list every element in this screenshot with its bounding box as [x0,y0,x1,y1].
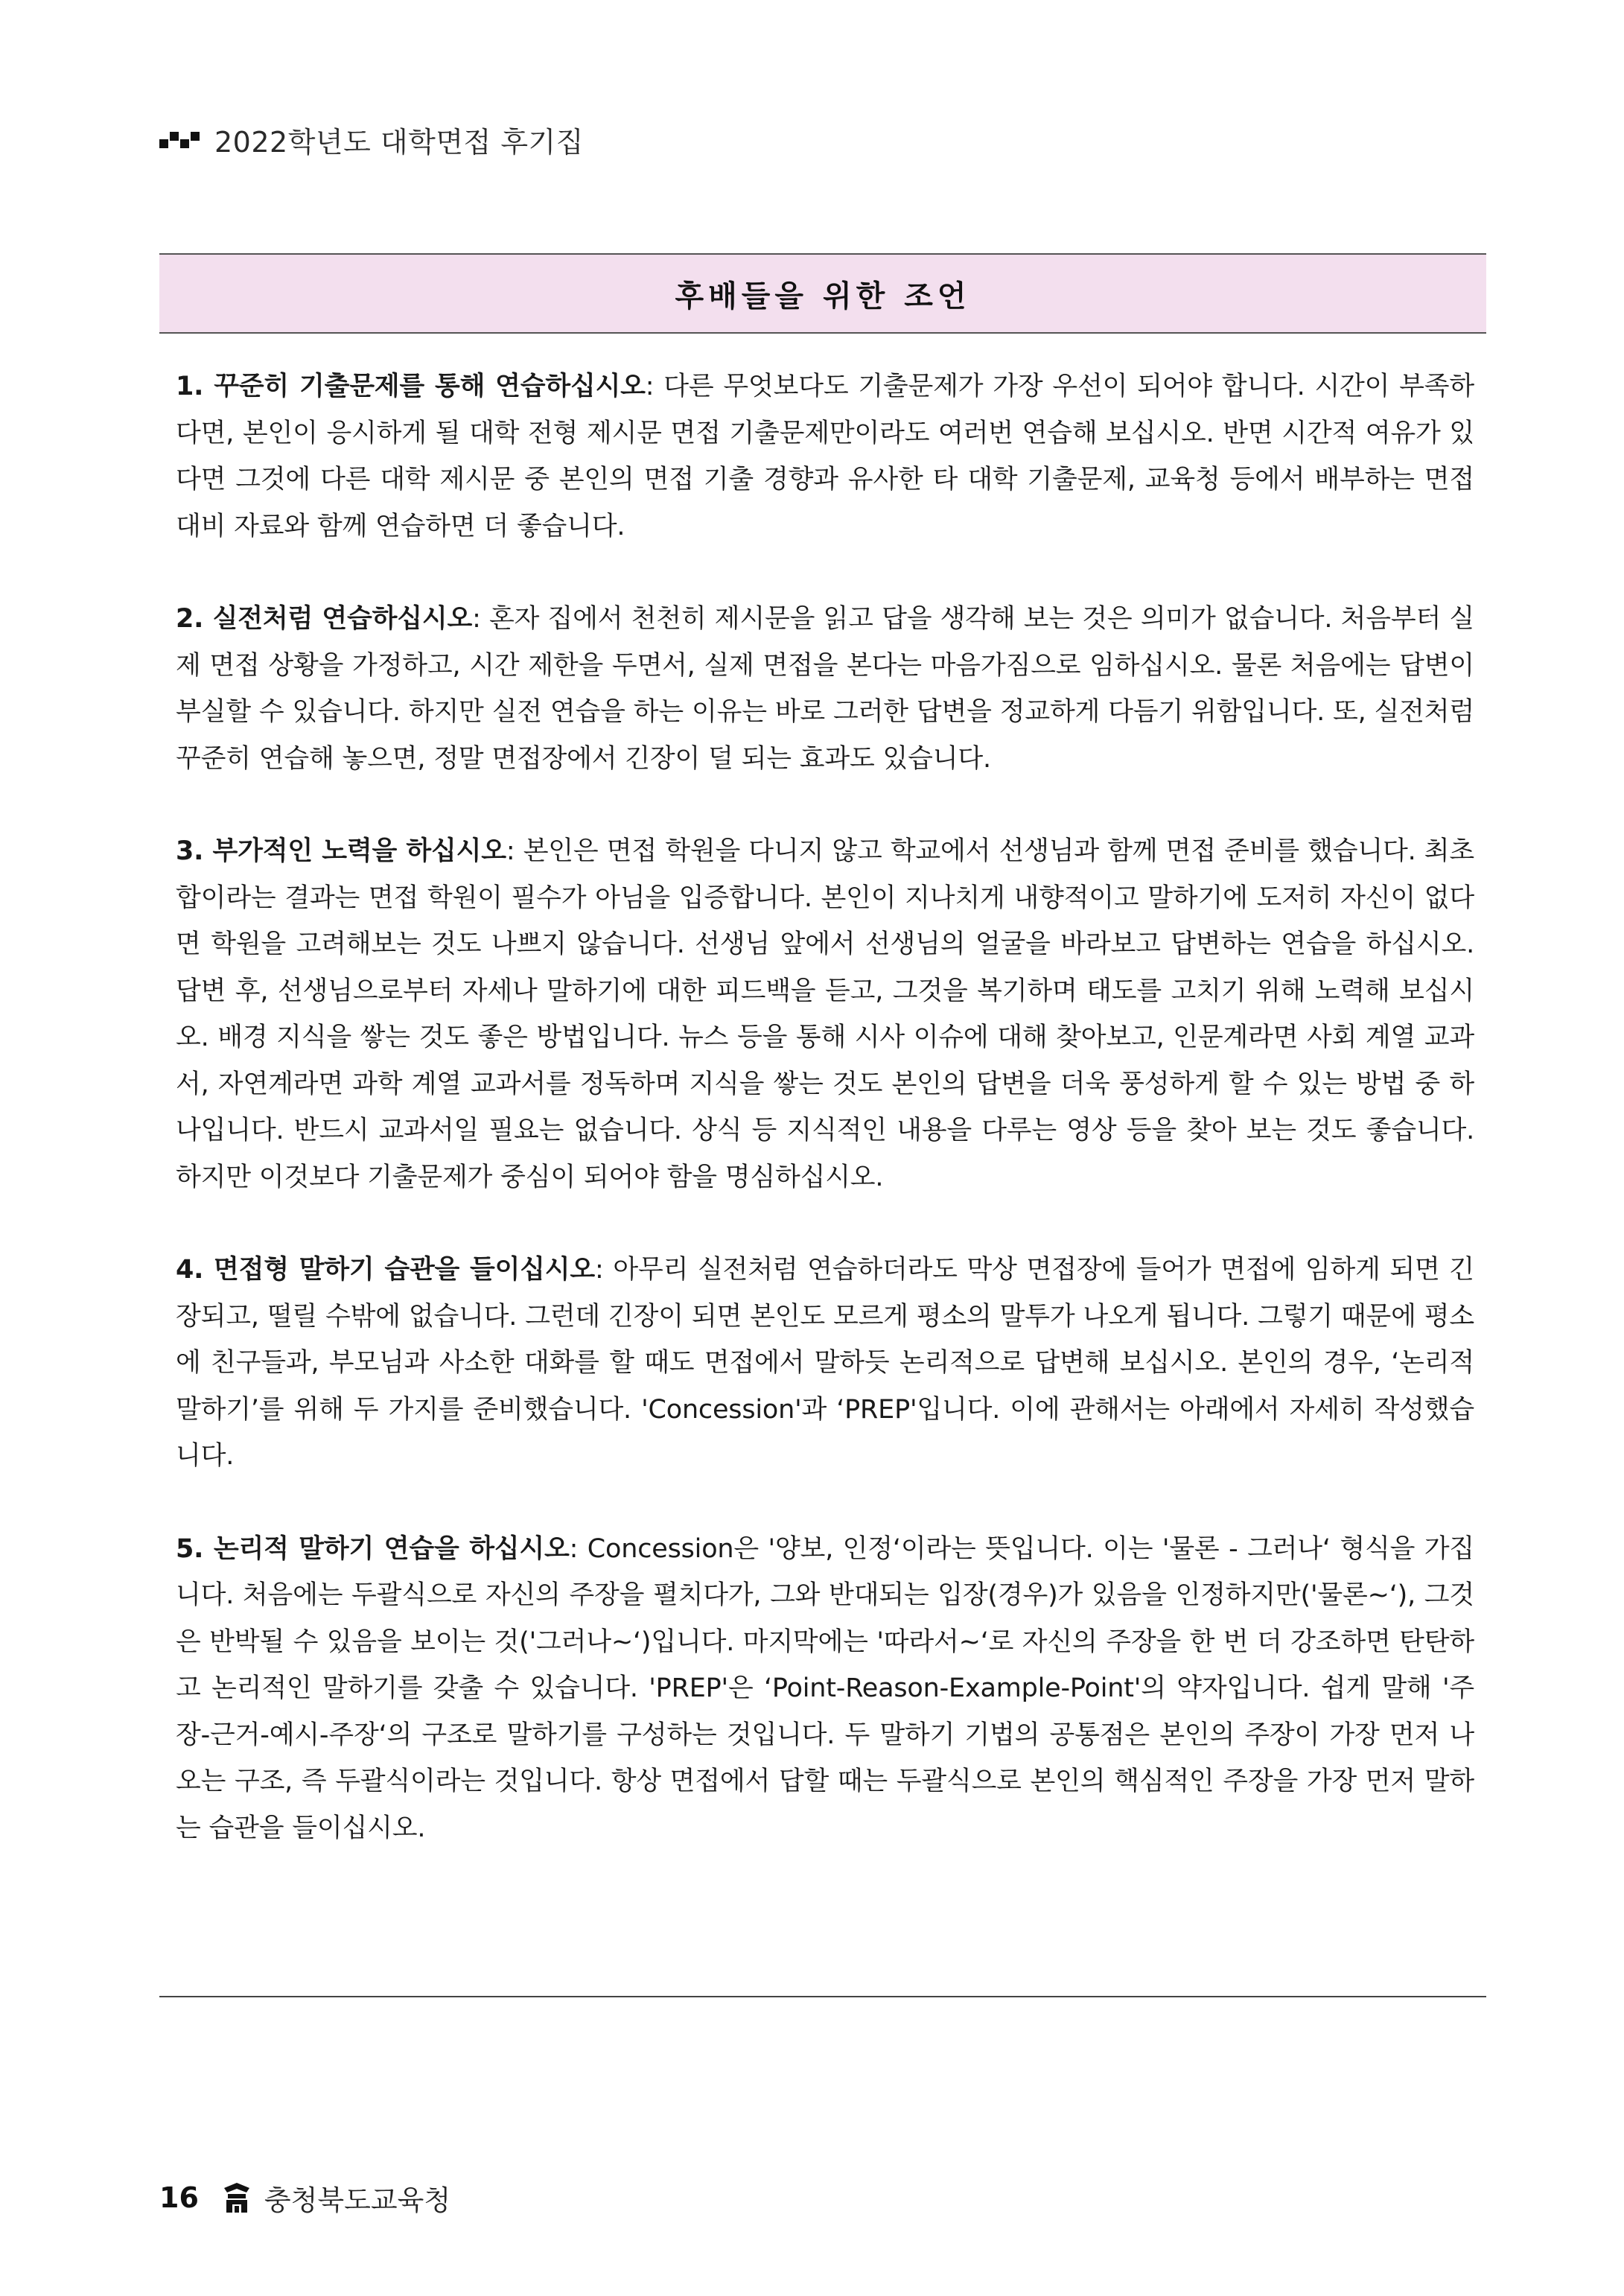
education-office-logo-icon [220,2181,254,2215]
page-footer [159,2178,450,2218]
advice-heading: 2. 실전처럼 연습하십시오 [176,604,473,634]
advice-section-3 [176,828,1474,1201]
advice-content [176,363,1474,1898]
advice-section-2 [176,596,1474,782]
organization-name: 충청북도교육청 [264,2184,451,2216]
advice-body: : 본인은 면접 학원을 다니지 않고 학교에서 선생님과 함께 면접 준비를 했습니다. 최초합이라는 결과는 면접 학원이 필수가 아님을 입증합니다. 본인이 지나치게 내향적이고 말하기에 도저히 자신이 없다면 학원을 고려해보는 것도 나쁘지 않습니다. 선생님 앞에서 선생님의 얼굴을 바라보고 답변하는 연습을 하십시오. 답변 후, 선생님으로부터 자세나 말하기에 대한 피드백을 듣고, 그것을 복기하며 태도를 고치기 위해 노력해 보십시오. 배경 지식을 쌓는 것도 좋은 방법입니다. 뉴스 등을 통해 시사 이슈에 대해 찾아보고, 인문계라면 사회 계열 교과서, 자연계라면 과학 계열 교과서를 정독하며 지식을 쌓는 것도 본인의 답변을 더욱 풍성하게 할 수 있는 방법 중 하나입니다. 반드시 교과서일 필요는 없습니다. 상식 등 지식적인 내용을 다루는 영상 등을 찾아 보는 것도 좋습니다. 하지만 이것보다 기출문제가 중심이 되어야 함을 명심하십시오. [176,836,1474,1192]
advice-section-5 [176,1526,1474,1852]
bottom-divider [159,1996,1486,1997]
advice-body: : Concession은 '양보, 인정‘이라는 뜻입니다. 이는 '물론 - 그러나‘ 형식을 가집니다. 처음에는 두괄식으로 자신의 주장을 펼치다가, 그와 반대되는 입장(경우)가 있음을 인정하지만('물론~‘), 그것은 반박될 수 있음을 보이는 것('그러나~‘)입니다. 마지막에는 '따라서~‘로 자신의 주장을 한 번 더 강조하면 탄탄하고 논리적인 말하기를 갖출 수 있습니다. 'PREP'은 ‘Point-Reason-Example-Point'의 약자입니다. 쉽게 말해 '주장-근거-예시-주장‘의 구조로 말하기를 구성하는 것입니다. 두 말하기 기법의 공통점은 본인의 주장이 가장 먼저 나오는 구조, 즉 두괄식이라는 것입니다. 항상 면접에서 답할 때는 두괄식으로 본인의 핵심적인 주장을 가장 먼저 말하는 습관을 들이십시오. [176,1533,1474,1843]
section-banner [159,253,1486,334]
advice-heading: 1. 꾸준히 기출문제를 통해 연습하십시오 [176,372,646,401]
page-number: 16 [159,2181,199,2214]
advice-section-1 [176,363,1474,550]
advice-body: : 혼자 집에서 천천히 제시문을 읽고 답을 생각해 보는 것은 의미가 없습니다. 처음부터 실제 면접 상황을 가정하고, 시간 제한을 두면서, 실제 면접을 본다는 마음가짐으로 임하십시오. 물론 처음에는 답변이 부실할 수 있습니다. 하지만 실전 연습을 하는 이유는 바로 그러한 답변을 정교하게 다듬기 위함입니다. 또, 실전처럼 꾸준히 연습해 놓으면, 정말 면접장에서 긴장이 덜 되는 효과도 있습니다. [176,604,1474,774]
advice-heading: 4. 면접형 말하기 습관을 들이십시오 [176,1255,596,1285]
running-header [159,119,584,160]
document-title: 2022학년도 대학면접 후기집 [214,126,584,159]
advice-section-4 [176,1247,1474,1480]
advice-heading: 5. 논리적 말하기 연습을 하십시오 [176,1533,570,1564]
banner-title: 후배들을 위한 조언 [675,279,971,314]
advice-body: : 다른 무엇보다도 기출문제가 가장 우선이 되어야 합니다. 시간이 부족하다면, 본인이 응시하게 될 대학 전형 제시문 면접 기출문제만이라도 여러번 연습해 보십시오. 반면 시간적 여유가 있다면 그것에 다른 대학 제시문 중 본인의 면접 기출 경향과 유사한 타 대학 기출문제, 교육청 등에서 배부하는 면접 대비 자료와 함께 연습하면 더 좋습니다. [176,372,1474,541]
advice-body: : 아무리 실전처럼 연습하더라도 막상 면접장에 들어가 면접에 임하게 되면 긴장되고, 떨릴 수밖에 없습니다. 그런데 긴장이 되면 본인도 모르게 평소의 말투가 나오게 됩니다. 그렇기 때문에 평소에 친구들과, 부모님과 사소한 대화를 할 때도 면접에서 말하듯 논리적으로 답변해 보십시오. 본인의 경우, ‘논리적 말하기’를 위해 두 가지를 준비했습니다. 'Concession'과 ‘PREP'입니다. 이에 관해서는 아래에서 자세히 작성했습니다. [176,1255,1475,1471]
stepped-squares-icon [159,129,201,151]
advice-heading: 3. 부가적인 노력을 하십시오 [176,836,506,866]
